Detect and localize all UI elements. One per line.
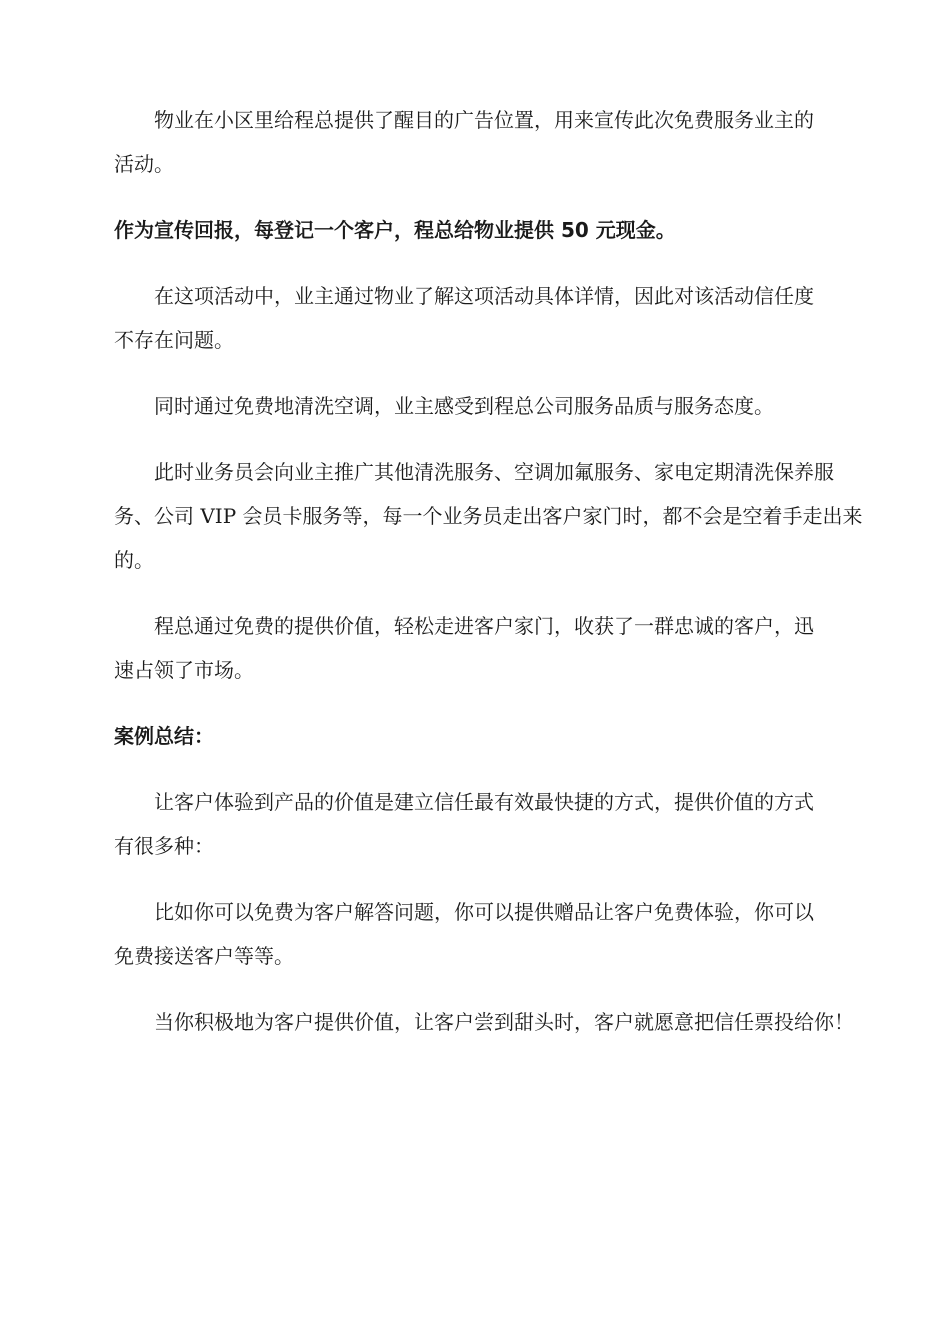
case-summary-heading: 案例总结： <box>114 724 214 748</box>
paragraph-trust: 在这项活动中，业主通过物业了解这项活动具体详情，因此对该活动信任度不存在问题。 <box>114 284 814 352</box>
paragraph-ad-position: 物业在小区里给程总提供了醒目的广告位置，用来宣传此次免费服务业主的活动。 <box>114 108 814 176</box>
paragraph-upsell: 此时业务员会向业主推广其他清洗服务、空调加氟服务、家电定期清洗保养服务、公司 VIP 会员卡服务等，每一个业务员走出客户家门时，都不会是空着手走出来的。 <box>114 460 863 572</box>
paragraph-examples: 比如你可以免费为客户解答问题，你可以提供赠品让客户免费体验，你可以免费接送客户等等。 <box>114 900 814 968</box>
paragraph-conclusion: 当你积极地为客户提供价值，让客户尝到甜头时，客户就愿意把信任票投给你！ <box>154 1010 854 1034</box>
paragraph-value-ways: 让客户体验到产品的价值是建立信任最有效最快捷的方式，提供价值的方式有很多种： <box>114 790 814 858</box>
document-body <box>114 98 870 1066</box>
paragraph-service-quality: 同时通过免费地清洗空调，业主感受到程总公司服务品质与服务态度。 <box>154 394 774 418</box>
paragraph-market: 程总通过免费的提供价值，轻松走进客户家门，收获了一群忠诚的客户，迅速占领了市场。 <box>114 614 814 682</box>
paragraph-reward: 作为宣传回报，每登记一个客户，程总给物业提供 50 元现金。 <box>114 218 676 242</box>
